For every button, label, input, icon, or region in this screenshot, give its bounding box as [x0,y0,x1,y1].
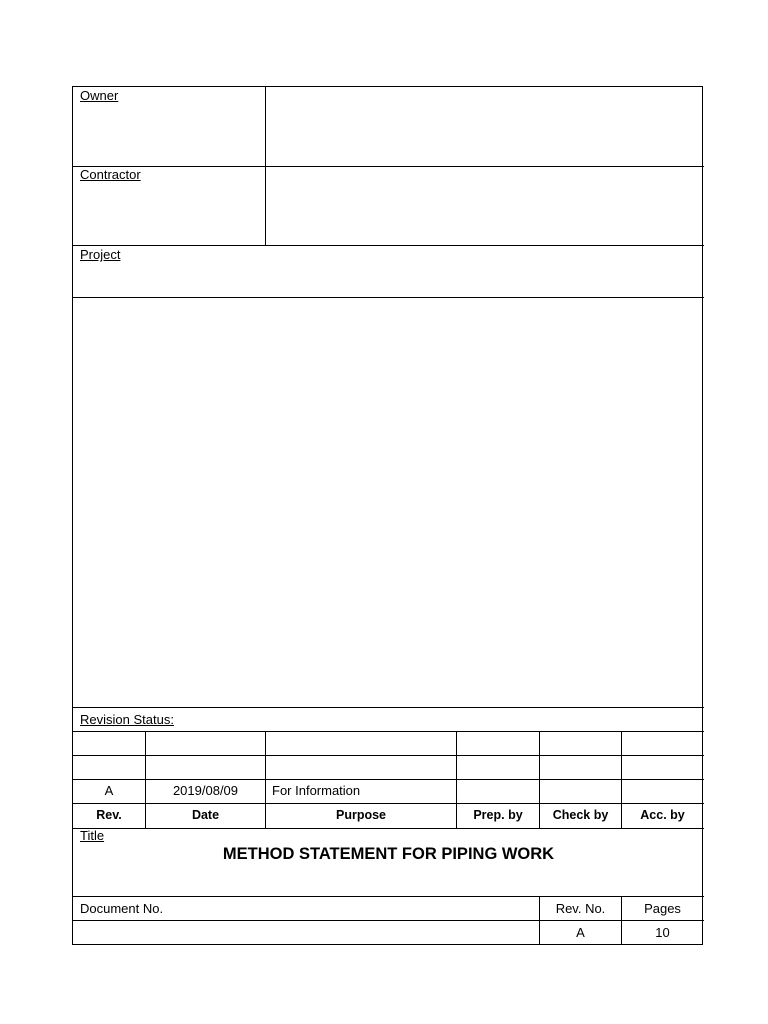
revision-col-purpose: Purpose [335,808,386,822]
divider-owner-contractor [73,166,704,167]
revision-purpose-value: For Information [272,783,361,798]
document-no-value [80,921,530,944]
owner-label: Owner [80,88,119,103]
divider-project-body [73,297,704,298]
pages-value: 10 [655,925,670,940]
revision-col-check: Check by [552,808,609,822]
divider-body-revision [73,707,704,708]
contractor-label: Contractor [80,167,141,182]
divider-revision-row1 [73,731,704,732]
document-form [72,86,703,945]
document-no-label: Document No. [80,901,164,916]
revision-col-rev: Rev. [96,808,122,822]
rev-no-value: A [576,925,585,940]
divider-contractor-project [73,245,704,246]
title-label: Title [80,828,105,843]
rev-no-label: Rev. No. [555,901,606,916]
revision-col-acc: Acc. by [640,808,685,822]
revision-rev-value: A [104,783,114,798]
divider-owner-vertical [265,87,266,245]
pages-label: Pages [644,901,681,916]
project-label: Project [80,247,121,262]
revision-col-prep: Prep. by [473,808,523,822]
revision-status-label: Revision Status: [80,712,174,727]
divider-revision-row2 [73,755,704,756]
document-title: METHOD STATEMENT FOR PIPING WORK [222,845,555,863]
divider-title-bottom [73,828,704,829]
revision-col-date: Date [191,808,220,822]
revision-date-value: 2019/08/09 [172,783,239,798]
